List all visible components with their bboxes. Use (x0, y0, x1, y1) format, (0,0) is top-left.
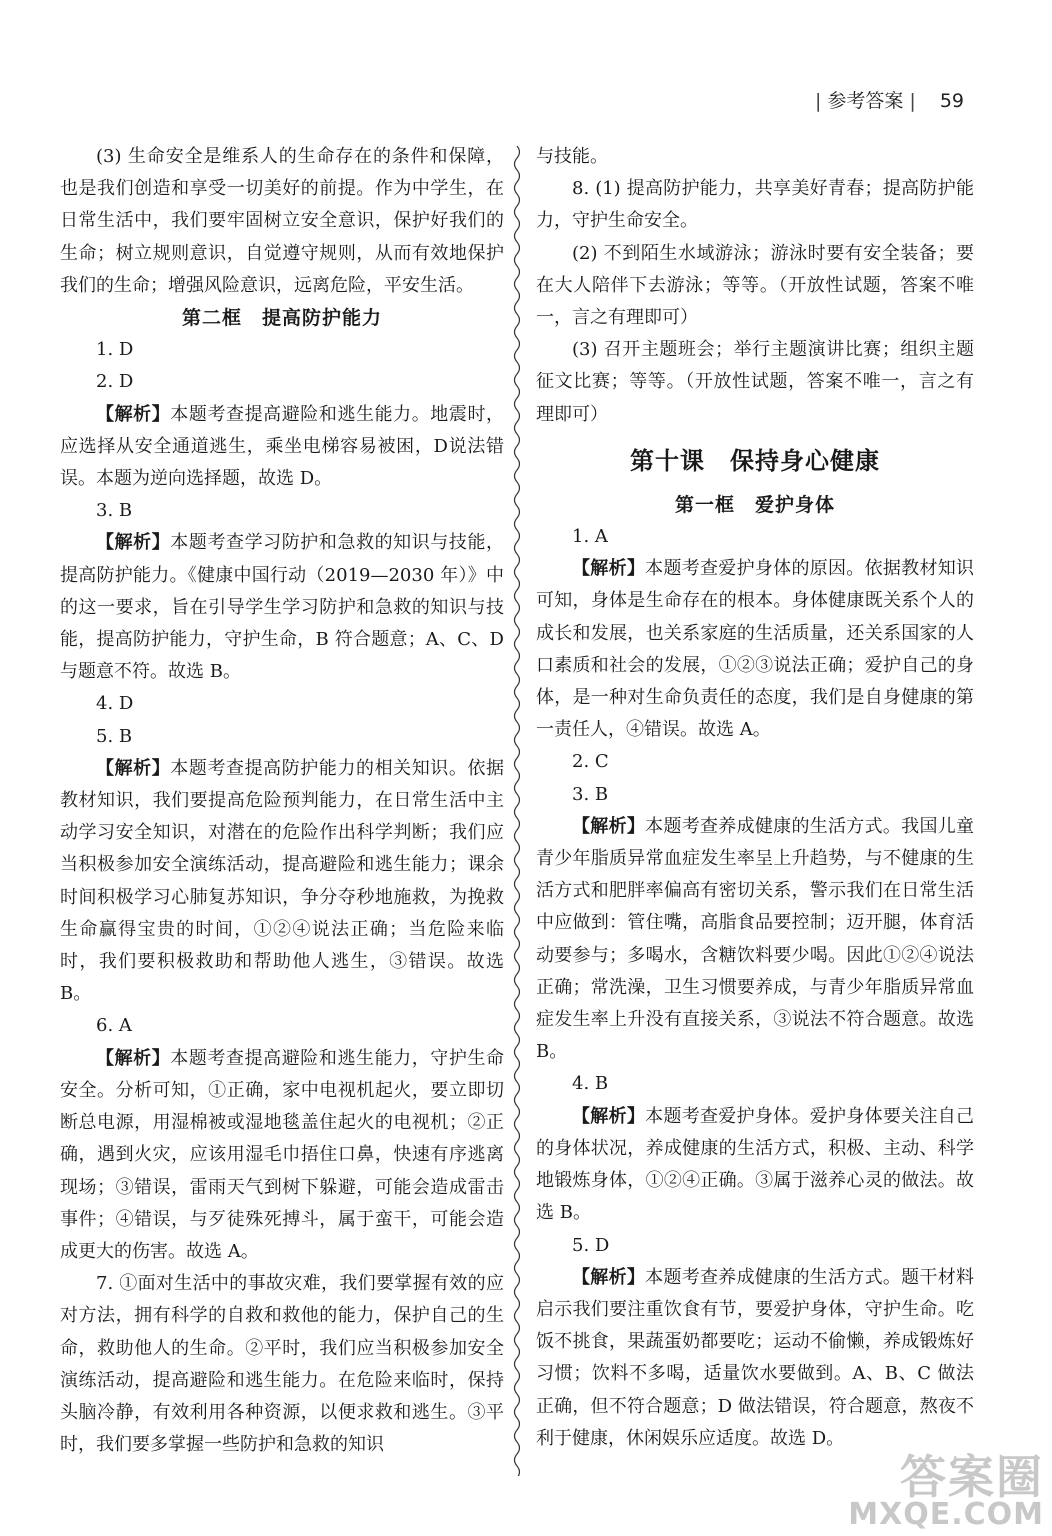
analysis-paragraph: 【解析】本题考查养成健康的生活方式。我国儿童青少年脂质异常血症发生率呈上升趋势，与不健康的生活方式和肥胖率偏高有密切关系，警示我们在日常生活中应做到：管住嘴，高脂食品要控制；迈开腿，体育活动要参与；多喝水，含糖饮料要少喝。因此①②④说法正确；常洗澡，卫生习惯要养成，与青少年脂质异常血症发生率上升没有直接关系，③说法不符合题意。故选 B。 (536, 815, 975, 1063)
analysis-paragraph: 【解析】本题考查爱护身体的原因。依据教材知识可知，身体是生命存在的根本。身体健康既关系个人的成长和发展，也关系家庭的生活质量，还关系国家的人口素质和社会的发展，①②③说法正确；爱护自己的身体，是一种对生命负责任的态度，我们是自身健康的第一责任人，④错误。故选 A。 (536, 558, 975, 741)
left-column (60, 141, 504, 1461)
analysis-label: 【解析】 (96, 532, 171, 554)
answer-item: 4. D (96, 693, 134, 715)
analysis-label: 【解析】 (572, 815, 646, 837)
analysis-paragraph: 【解析】本题考查提高避险和逃生能力，守护生命安全。分析可知，①正确，家中电视机起火，要立即切断总电源，用湿棉被或湿地毯盖住起火的电视机；②正确，遇到火灾，应该用湿毛巾捂住口鼻，快速有序逃离现场；③错误，雷雨天气到树下躲避，可能会造成雷击事件；④错误，与歹徒殊死搏斗，属于蛮干，可能会造成更大的伤害。故选 A。 (60, 1047, 505, 1262)
answer-paragraph: 8. (1) 提高防护能力，共享美好青春；提高防护能力，守护生命安全。 (536, 178, 974, 232)
watermark-url: MXQE.COM (848, 1497, 1044, 1532)
header-divider-left: | (814, 90, 822, 112)
right-column (536, 141, 974, 1455)
analysis-label: 【解析】 (96, 757, 171, 779)
analysis-label: 【解析】 (572, 558, 646, 580)
answer-item: 2. D (96, 371, 134, 393)
answer-paragraph: 与技能。 (536, 146, 608, 167)
answer-item: 3. B (572, 783, 609, 805)
analysis-paragraph: 【解析】本题考查爱护身体。爱护身体要关注自己的身体状况，养成健康的生活方式，积极、主动、科学地锻炼身体，①②④正确。③属于滋养心灵的做法。故选 B。 (536, 1105, 975, 1224)
answer-item: 4. B (572, 1073, 609, 1095)
watermark-logo (848, 1450, 1044, 1532)
answer-item: 5. B (96, 725, 133, 747)
page-number: 59 (939, 90, 964, 112)
answer-paragraph: (3) 生命安全是维系人的生命存在的条件和保障，也是我们创造和享受一切美好的前提。作为中学生，在日常生活中，我们要牢固树立安全意识，保护好我们的生命；树立规则意识，自觉遵守规则，从而有效地保护我们的生命；增强风险意识，远离危险，平安生活。 (60, 146, 504, 296)
analysis-paragraph: 【解析】本题考查提高避险和逃生能力。地震时，应选择从安全通道逃生，乘坐电梯容易被困，D说法错误。本题为逆向选择题，故选 D。 (60, 403, 505, 490)
answer-paragraph: (3) 召开主题班会；举行主题演讲比赛；组织主题征文比赛；等等。（开放性试题，答案不唯一，言之有理即可） (536, 339, 974, 425)
answer-item: 5. D (572, 1234, 610, 1256)
answer-paragraph: (2) 不到陌生水域游泳；游泳时要有安全装备；要在大人陪伴下去游泳；等等。（开放性试题，答案不唯一，言之有理即可） (536, 242, 974, 329)
analysis-label: 【解析】 (96, 1047, 171, 1069)
section-heading: 第一框 爱护身体 (674, 493, 835, 516)
analysis-paragraph: 【解析】本题考查提高防护能力的相关知识。依据教材知识，我们要提高危险预判能力，在日常生活中主动学习安全知识，对潜在的危险作出科学判断；我们应当积极参加安全演练活动，提高避险和逃生能力；课余时间积极学习心肺复苏知识，争分夺秒地施救，为挽救生命赢得宝贵的时间，①②④说法正确；当危险来临时，我们要积极救助和帮助他人逃生，③错误。故选 B。 (60, 757, 505, 1005)
analysis-label: 【解析】 (572, 1266, 646, 1288)
running-header (809, 86, 964, 113)
answer-paragraph: 7. ①面对生活中的事故灾难，我们要掌握有效的应对方法，拥有科学的自救和救他的能力，保护自己的生命，救助他人的生命。②平时，我们应当积极参加安全演练活动，提高避险和逃生能力。在危险来临时，保持头脑冷静，有效利用各种资源，以便求救和逃生。③平时，我们要多掌握一些防护和急救的知识 (60, 1273, 504, 1456)
lesson-title: 第十课 保持身心健康 (630, 445, 880, 475)
header-divider-right: | (909, 90, 916, 112)
analysis-paragraph: 【解析】本题考查学习防护和急救的知识与技能，提高防护能力。《健康中国行动（2019—2030 年）》中的这一要求，旨在引导学生学习防护和急救的知识与技能，提高防护能力，守护生命，B 符合题意；A、C、D 与题意不符。故选 B。 (60, 532, 505, 683)
answer-item: 1. A (572, 526, 608, 548)
watermark-text: 答案圈 (900, 1450, 1044, 1504)
header-section-title: 参考答案 (827, 90, 904, 112)
section-heading: 第二框 提高防护能力 (181, 307, 382, 330)
analysis-paragraph: 【解析】本题考查养成健康的生活方式。题干材料启示我们要注重饮食有节，要爱护身体，守护生命。吃饭不挑食，果蔬蛋奶都要吃；运动不偷懒，养成锻炼好习惯；饮料不多喝，适量饮水要做到。A、B、C 做法正确，但不符合题意；D 做法错误，符合题意，熬夜不利于健康，休闲娱乐应适度。故选 D。 (536, 1266, 975, 1449)
answer-item: 1. D (96, 339, 134, 361)
column-divider-wavy (510, 146, 524, 1476)
answer-item: 3. B (96, 500, 133, 522)
answer-item: 6. A (96, 1015, 132, 1037)
analysis-label: 【解析】 (96, 403, 171, 425)
analysis-label: 【解析】 (572, 1105, 646, 1127)
answer-item: 2. C (572, 751, 609, 773)
